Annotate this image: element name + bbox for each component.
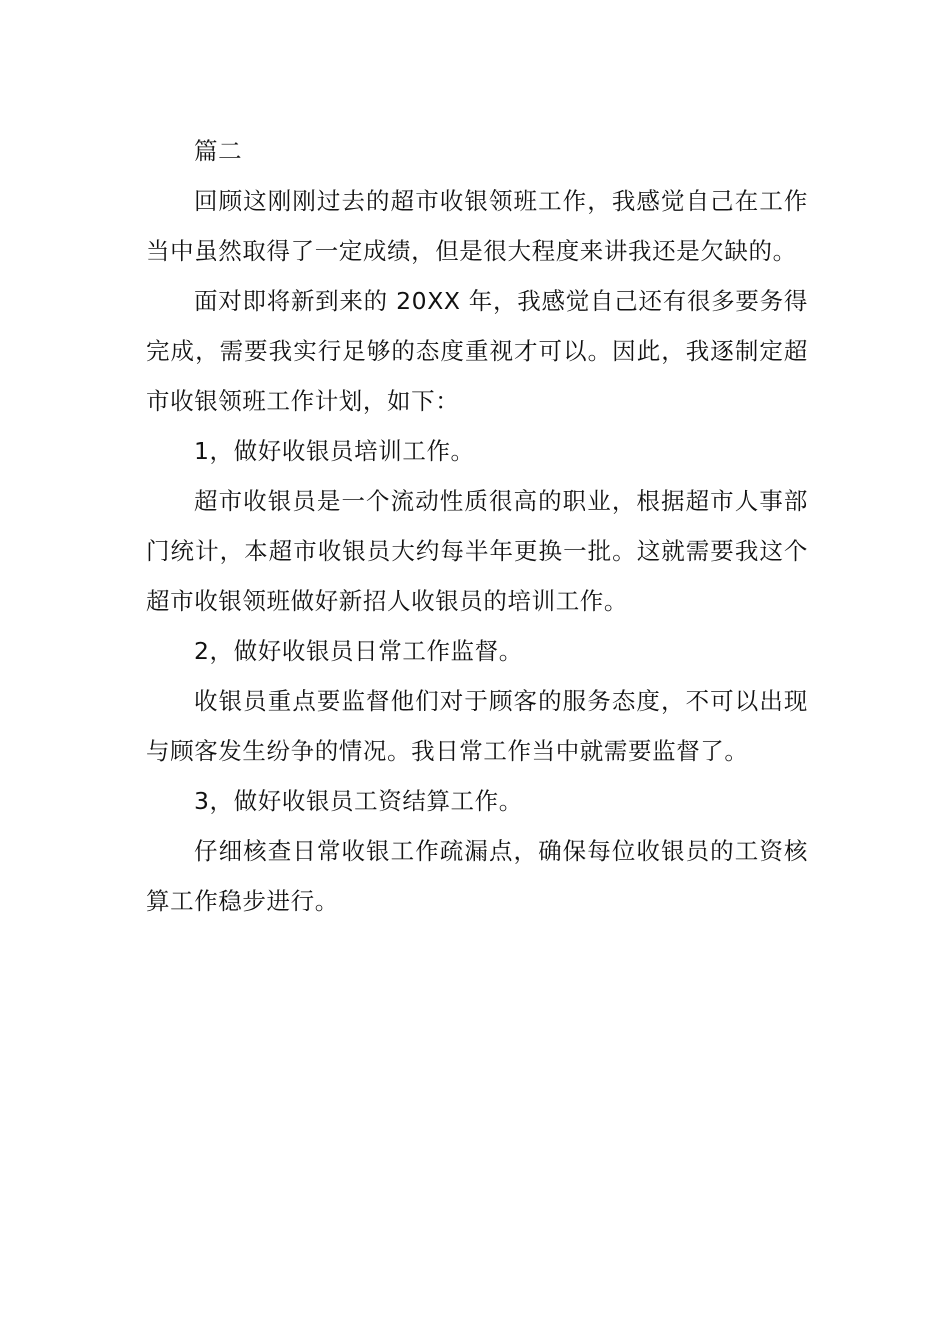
plan-item-3-body: 仔细核查日常收银工作疏漏点，确保每位收银员的工资核算工作稳步进行。 — [146, 837, 808, 915]
paragraph-review: 回顾这刚刚过去的超市收银领班工作，我感觉自己在工作当中虽然取得了一定成绩，但是很大程度来讲我还是欠缺的。 — [146, 187, 808, 265]
plan-item-1-body: 超市收银员是一个流动性质很高的职业，根据超市人事部门统计，本超市收银员大约每半年更换一批。这就需要我这个超市收银领班做好新招人收银员的培训工作。 — [146, 487, 808, 615]
section-heading: 篇二 — [194, 137, 243, 165]
plan-item-3-heading: 3，做好收银员工资结算工作。 — [194, 787, 523, 815]
plan-item-1-heading: 1，做好收银员培训工作。 — [194, 437, 475, 465]
paragraph-plan-intro: 面对即将新到来的 20XX 年，我感觉自己还有很多要务得完成，需要我实行足够的态度重视才可以。因此，我逐制定超市收银领班工作计划，如下： — [146, 287, 808, 415]
plan-item-2-heading: 2，做好收银员日常工作监督。 — [194, 637, 523, 665]
plan-item-2-body: 收银员重点要监督他们对于顾客的服务态度，不可以出现与顾客发生纷争的情况。我日常工作当中就需要监督了。 — [146, 687, 808, 765]
document-body — [146, 126, 808, 926]
